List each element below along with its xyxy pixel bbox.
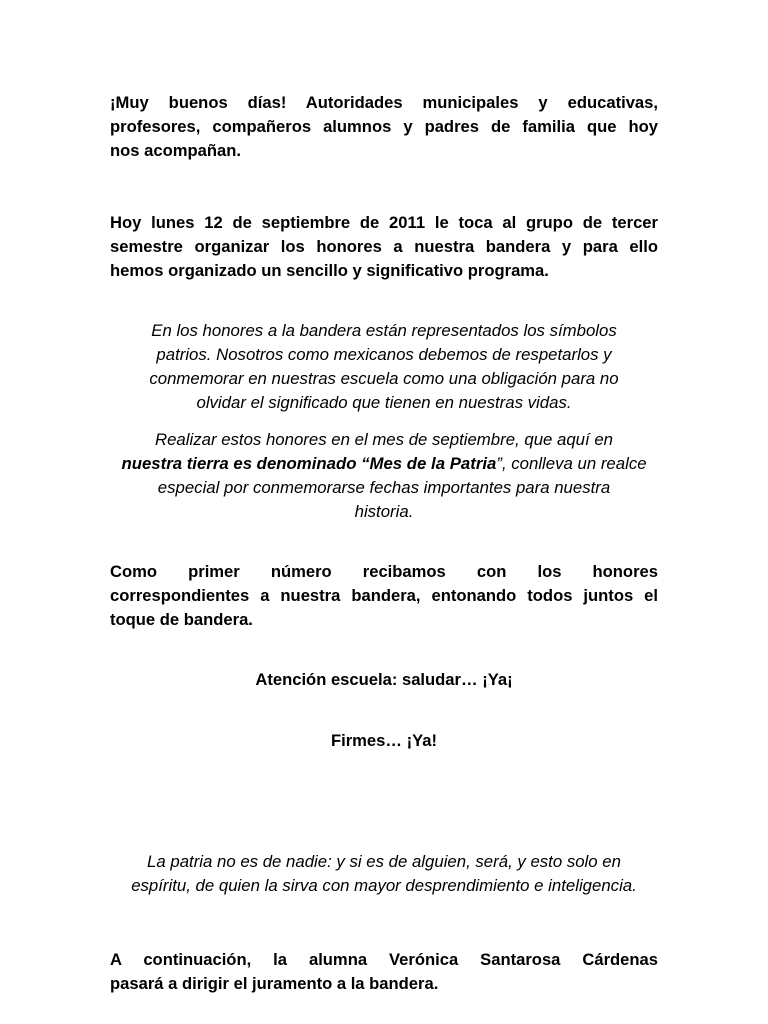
text-line: correspondientes a nuestra bandera, entonando todos juntos el	[110, 586, 658, 605]
text-line: hemos organizado un sencillo y significativo programa.	[110, 261, 549, 280]
symbols-paragraph	[110, 319, 658, 415]
text-line: Como primer número recibamos con los honores	[110, 562, 658, 581]
attention-command	[110, 729, 658, 753]
text-line: especial por conmemorarse fechas importantes para nuestra	[157, 478, 611, 497]
greeting-paragraph	[110, 91, 658, 163]
salute-command	[110, 668, 658, 692]
text-line: espíritu, de quien la sirva con mayor desprendimiento e inteligencia.	[131, 876, 637, 895]
text-line: Realizar estos honores en el mes de septiembre, que aquí en	[154, 430, 614, 449]
text-line: nos acompañan.	[110, 141, 241, 160]
september-paragraph	[110, 428, 658, 524]
patria-quote	[110, 850, 658, 898]
text-line: En los honores a la bandera están representados los símbolos	[151, 321, 617, 340]
text-line: patrios. Nosotros como mexicanos debemos de respetarlos y	[156, 345, 612, 364]
text-line: La patria no es de nadie: y si es de alguien, será, y esto solo en	[147, 852, 621, 871]
patria-emphasis: nuestra tierra es denominado “Mes de la Patria	[121, 454, 497, 473]
text-line: profesores, compañeros alumnos y padres de familia que hoy	[110, 117, 658, 136]
text-line: conmemorar en nuestras escuela como una obligación para no	[149, 369, 619, 388]
text-line: semestre organizar los honores a nuestra bandera y para ello	[110, 237, 658, 256]
text-line: Atención escuela: saludar… ¡Ya¡	[255, 670, 513, 689]
text-line: ¡Muy buenos días! Autoridades municipales y educativas,	[110, 93, 658, 112]
text-line: Hoy lunes 12 de septiembre de 2011 le toca al grupo de tercer	[110, 213, 658, 232]
text-line: olvidar el significado que tienen en nuestras vidas.	[196, 393, 572, 412]
text-line: Firmes… ¡Ya!	[330, 731, 438, 750]
text-line: A continuación, la alumna Verónica Santarosa Cárdenas	[110, 950, 658, 969]
oath-paragraph	[110, 948, 658, 996]
intro-paragraph	[110, 211, 658, 283]
text-fragment: ”, conlleva un realce	[496, 454, 647, 473]
first-number-paragraph	[110, 560, 658, 632]
text-line: historia.	[354, 502, 414, 521]
text-line: pasará a dirigir el juramento a la bandera.	[110, 974, 439, 993]
text-line: toque de bandera.	[110, 610, 253, 629]
text-line	[110, 452, 658, 476]
